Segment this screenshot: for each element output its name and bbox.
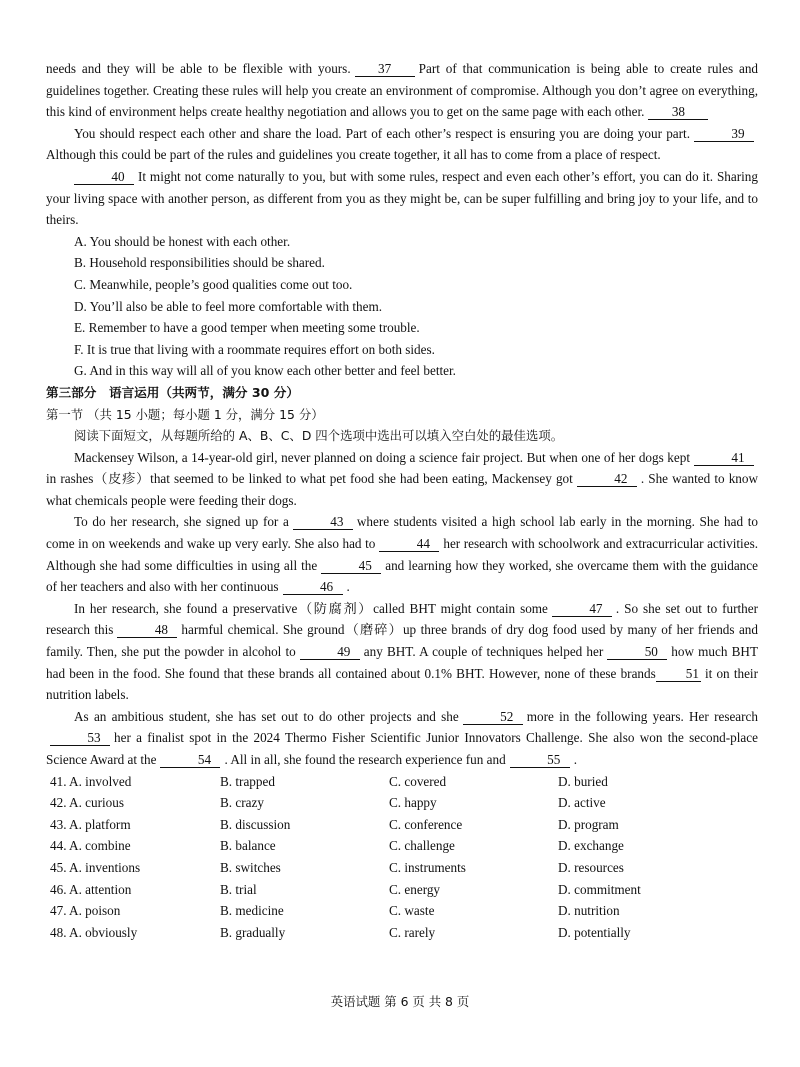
- cloze-paragraph-1: [46, 447, 758, 512]
- blank-49: 49: [300, 644, 360, 660]
- answer-choices: [46, 771, 758, 944]
- choice-47-a: 47. A. poison: [50, 903, 121, 919]
- choice-43-a: 43. A. platform: [50, 816, 131, 832]
- blank-43: 43: [293, 514, 353, 530]
- text: . She wanted to know what chemicals people were feeding their dogs.: [46, 471, 758, 508]
- choice-44-c: C. challenge: [389, 838, 455, 854]
- choice-43-b: B. discussion: [220, 816, 291, 832]
- option-c: C. Meanwhile, people’s good qualities come out too.: [74, 276, 353, 292]
- blank-53: 53: [50, 730, 110, 746]
- choice-42-c: C. happy: [389, 795, 437, 811]
- choice-47-c: C. waste: [389, 903, 435, 919]
- choice-41-b: B. trapped: [220, 773, 275, 789]
- section-one-title: 第一节 （共 15 小题；每小题 1 分，满分 15 分）: [46, 406, 324, 422]
- text: It might not come naturally to you, but with some rules, respect and even each other’s effort, you can do it. Sharing your living space with another person, as different from you as they might be, can be super fulfilling and bring joy to your life, and to theirs.: [46, 168, 758, 228]
- choice-48-d: D. potentially: [558, 924, 631, 940]
- blank-45: 45: [321, 558, 381, 574]
- exam-page: [46, 58, 758, 943]
- text: where students visited a high school lab early in the morning. She had to come in on weekends and wake up very early. She also had to: [46, 514, 758, 552]
- blank-44: 44: [379, 536, 439, 552]
- text: any BHT. A couple of techniques helped her: [363, 644, 604, 660]
- blank-38: 38: [648, 104, 708, 120]
- text: more in the following years. Her research: [526, 708, 759, 724]
- text: .: [573, 752, 578, 767]
- text: . All in all, she found the research experience fun and: [224, 752, 506, 767]
- blank-54: 54: [160, 752, 220, 768]
- choice-43-c: C. conference: [389, 816, 463, 832]
- choice-41-d: D. buried: [558, 773, 608, 789]
- blank-46: 46: [283, 579, 343, 595]
- blank-40: 40: [74, 169, 134, 185]
- text: As an ambitious student, she has set out to do other projects and she: [74, 708, 459, 724]
- option-f: F. It is true that living with a roommate requires effort on both sides.: [74, 341, 435, 357]
- choice-44-b: B. balance: [220, 838, 276, 854]
- text: . So she set out to further research this: [46, 600, 758, 638]
- instruction: 阅读下面短文，从每题所给的 A、B、C、D 四个选项中选出可以填入空白处的最佳选项。: [74, 428, 564, 444]
- text: .: [346, 579, 350, 595]
- blank-41: 41: [694, 450, 754, 466]
- choice-46-a: 46. A. attention: [50, 881, 132, 897]
- choice-46-d: D. commitment: [558, 881, 641, 897]
- option-g: G. And in this way will all of you know each other better and feel better.: [74, 363, 456, 379]
- choice-43-d: D. program: [558, 816, 619, 832]
- text: You should respect each other and share the load. Part of each other’s respect is ensuring you are doing your part.: [74, 125, 690, 141]
- choice-45-b: B. switches: [220, 859, 281, 875]
- cloze-paragraph-2: [46, 511, 758, 597]
- choice-44-a: 44. A. combine: [50, 838, 131, 854]
- blank-48: 48: [117, 622, 177, 638]
- choice-47-b: B. medicine: [220, 903, 284, 919]
- option-d: D. You’ll also be able to feel more comfortable with them.: [74, 298, 382, 314]
- page-footer: 英语试题 第 6 页 共 8 页: [330, 994, 470, 1009]
- text: In her research, she found a preservative（防腐剂）called BHT might contain some: [74, 600, 548, 616]
- choice-46-c: C. energy: [389, 881, 441, 897]
- text: how much BHT had been in the food. She found that these brands all contained about 0.1% BHT. However, none of these brands: [46, 644, 758, 681]
- choice-42-d: D. active: [558, 795, 606, 811]
- text: Part of that communication is being able to create rules and guidelines together. Creating these rules will help you create an environment of compromise. Although you don’t agree on everything, this kind of environment helps create healthy negotiation and allows you to get on the same page with each other.: [46, 61, 759, 120]
- text: Mackensey Wilson, a 14-year-old girl, never planned on doing a science fair project. But when one of her dogs kept: [74, 449, 690, 465]
- option-b: B. Household responsibilities should be shared.: [74, 255, 325, 271]
- text: her a finalist spot in the 2024 Thermo Fisher Scientific Junior Innovators Challenge. She also won the second-place Science Award at the: [46, 730, 758, 767]
- blank-50: 50: [607, 644, 667, 660]
- option-e: E. Remember to have a good temper when meeting some trouble.: [74, 320, 420, 336]
- choice-47-d: D. nutrition: [558, 903, 620, 919]
- choice-45-a: 45. A. inventions: [50, 859, 141, 875]
- choice-42-b: B. crazy: [220, 795, 264, 811]
- choice-45-d: D. resources: [558, 859, 624, 875]
- text: needs and they will be able to be flexible with yours.: [46, 61, 351, 76]
- cloze-paragraph-3: [46, 598, 758, 706]
- blank-51: 51: [656, 666, 701, 682]
- text: and learning how they worked, she overcame them with the guidance of her teachers and also with her continuous: [46, 557, 758, 595]
- text: it on their nutrition labels.: [46, 665, 758, 703]
- blank-47: 47: [552, 601, 612, 617]
- blank-55: 55: [510, 752, 570, 768]
- text: her research with schoolwork and extracurricular activities. Although she had some difficulties in using all the: [46, 536, 758, 573]
- blank-52: 52: [463, 709, 523, 725]
- choice-48-b: B. gradually: [220, 924, 286, 940]
- text: in rashes（皮疹）that seemed to be linked to what pet food she had been eating, Mackensey got: [46, 471, 573, 487]
- text: harmful chemical. She ground（磨碎）up three brands of dry dog food used by many of her friends and family. Then, she put the powder in alcohol to: [46, 622, 758, 660]
- part-three-title: 第三部分 语言运用（共两节，满分 30 分）: [46, 384, 299, 400]
- option-a: A. You should be honest with each other.: [74, 233, 291, 249]
- choice-48-a: 48. A. obviously: [50, 924, 138, 940]
- cloze-paragraph-4: [46, 706, 758, 771]
- choice-41-c: C. covered: [389, 773, 447, 789]
- passage-paragraph-3: [46, 166, 758, 231]
- choice-42-a: 42. A. curious: [50, 795, 124, 811]
- blank-39: 39: [694, 126, 754, 142]
- choice-46-b: B. trial: [220, 881, 257, 897]
- passage-paragraph-2: [46, 123, 758, 166]
- blank-37: 37: [355, 61, 415, 77]
- choice-44-d: D. exchange: [558, 838, 624, 854]
- choice-41-a: 41. A. involved: [50, 773, 132, 789]
- text: To do her research, she signed up for a: [74, 514, 289, 530]
- blank-42: 42: [577, 471, 637, 487]
- choice-45-c: C. instruments: [389, 859, 466, 875]
- text: Although this could be part of the rules and guidelines you create together, it all has to come from a place of respect.: [46, 147, 661, 163]
- passage-paragraph-1: [46, 58, 758, 123]
- choice-48-c: C. rarely: [389, 924, 436, 940]
